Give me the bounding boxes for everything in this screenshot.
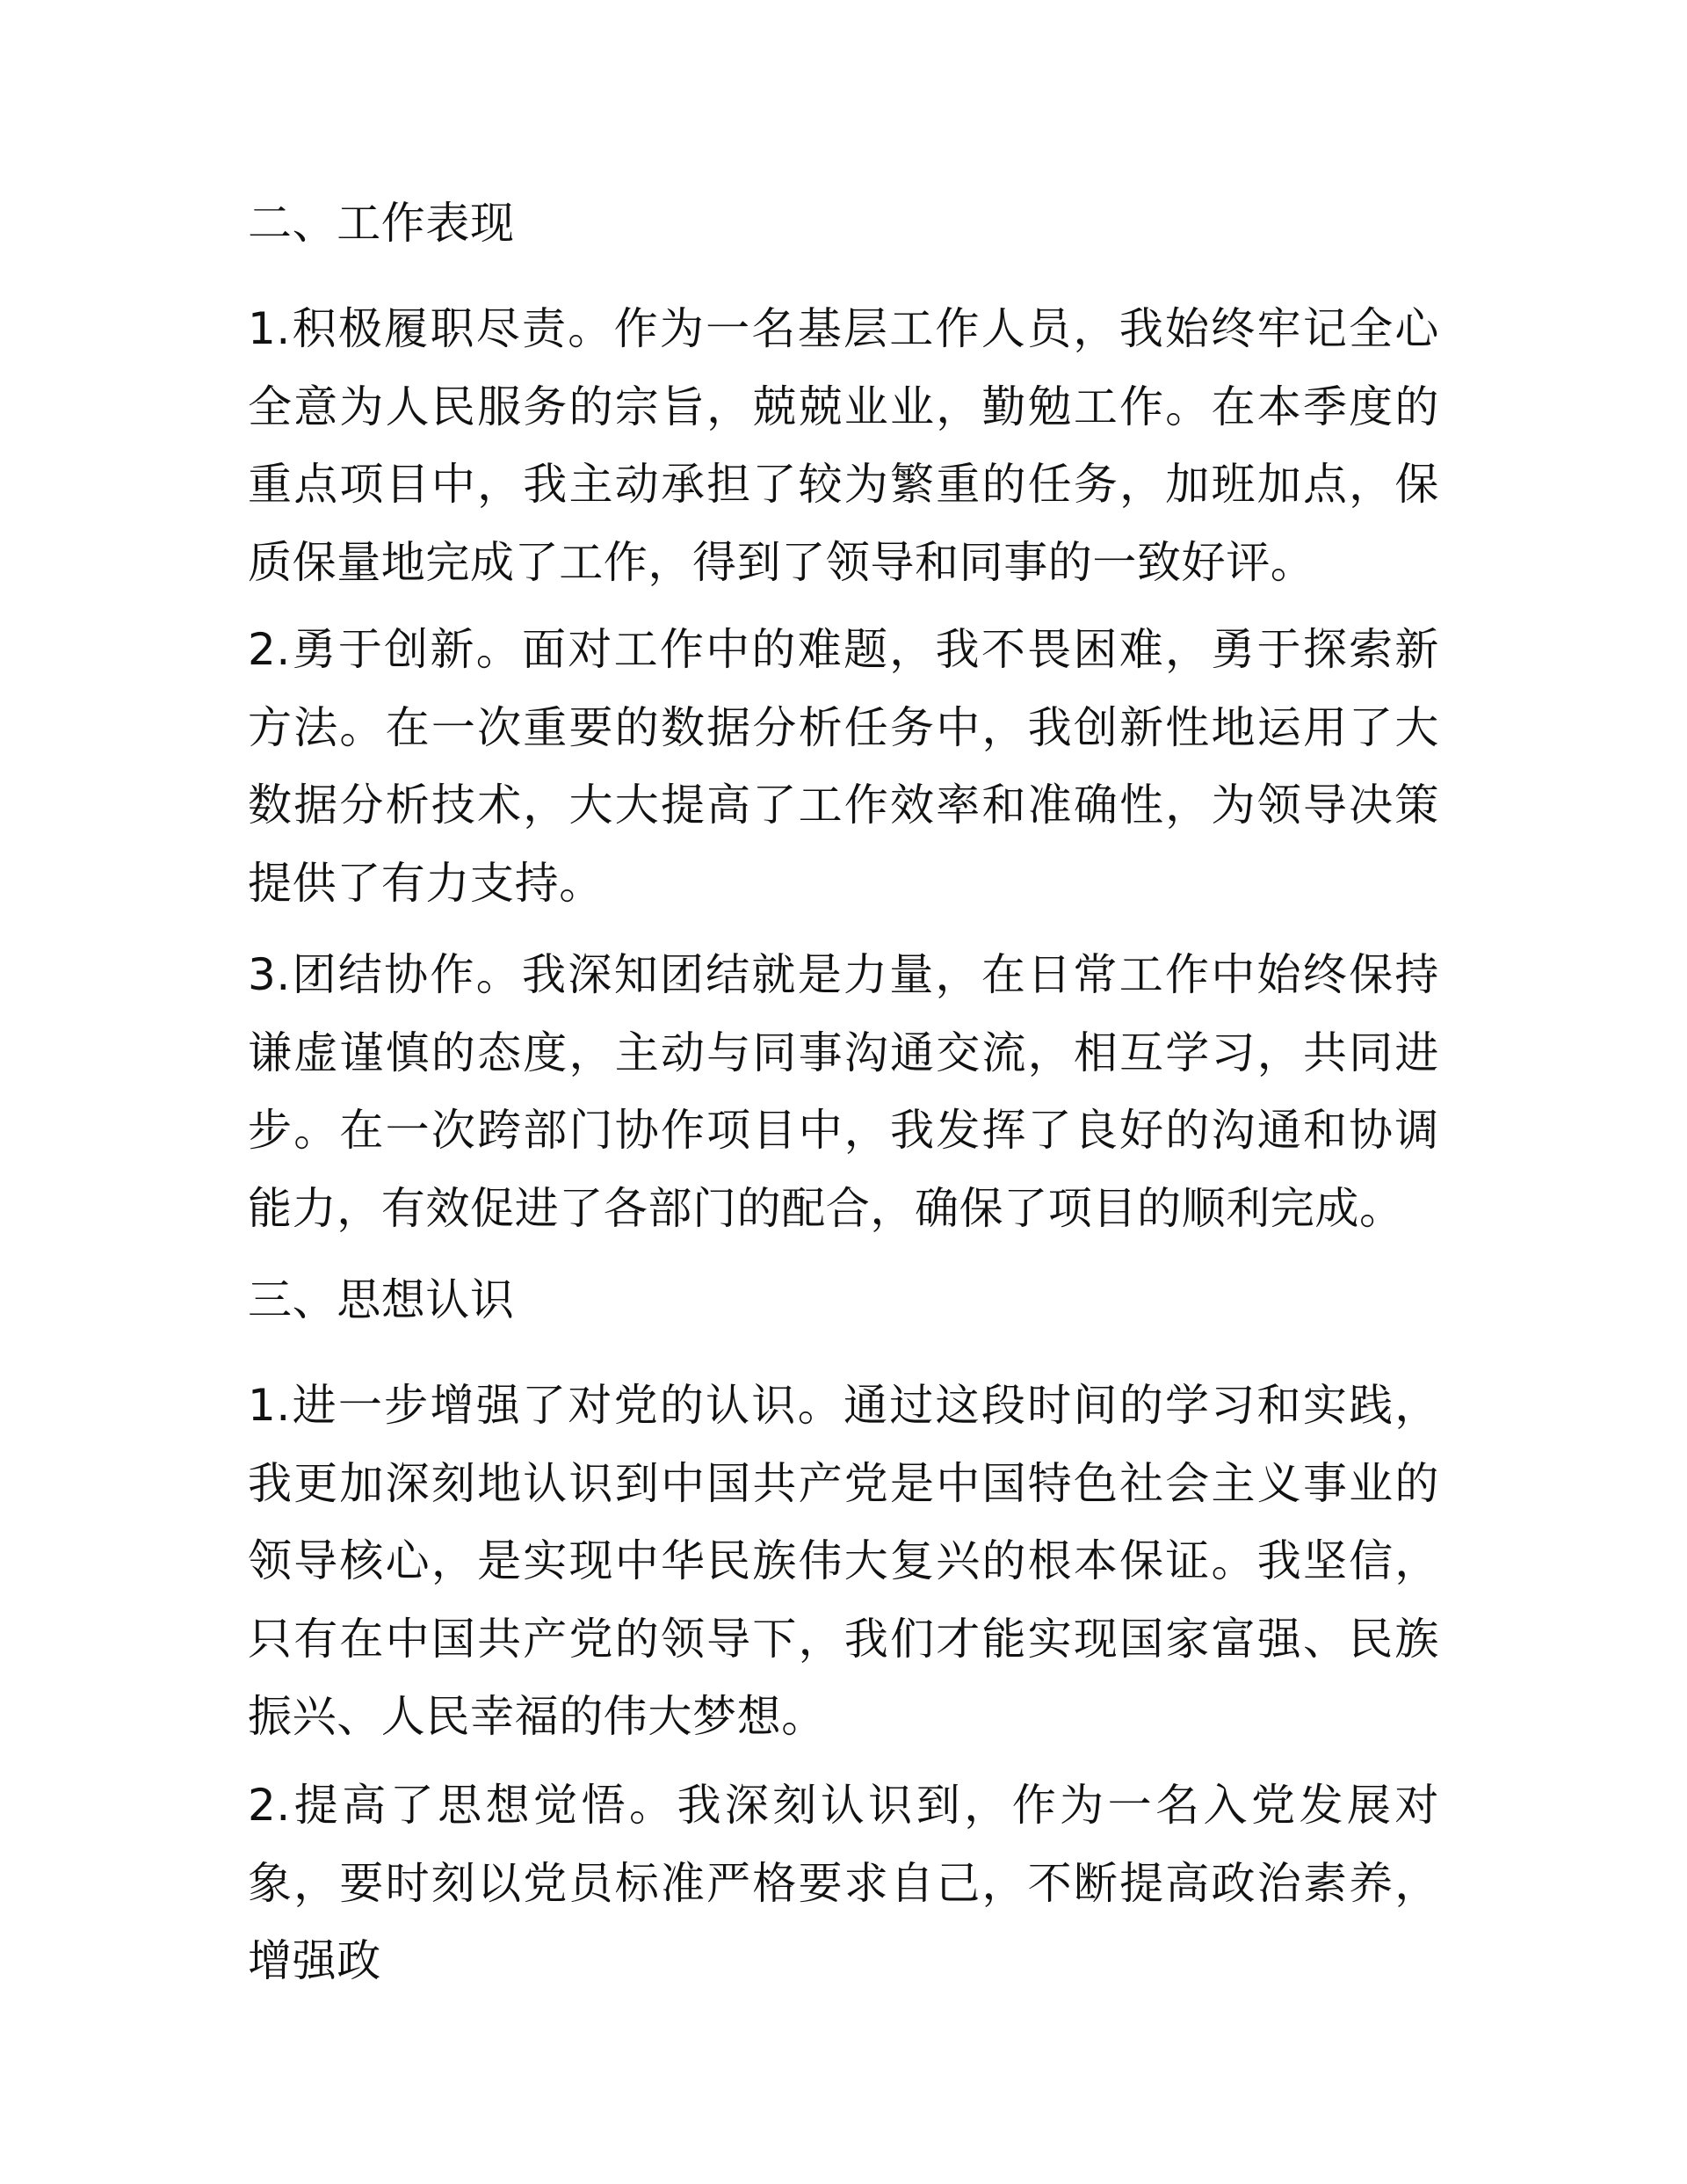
paragraph-duty: 1.积极履职尽责。作为一名基层工作人员，我始终牢记全心全意为人民服务的宗旨，兢兢业业，勤勉工作。在本季度的重点项目中，我主动承担了较为繁重的任务，加班加点，保质保量地完成了工作，得到了领导和同事的一致好评。: [248, 303, 1439, 588]
paragraph-innovation: 2.勇于创新。面对工作中的难题，我不畏困难，勇于探索新方法。在一次重要的数据分析任务中，我创新性地运用了大数据分析技术，大大提高了工作效率和准确性，为领导决策提供了有力支持。: [248, 624, 1439, 909]
document-page: [248, 0, 1439, 2184]
paragraph-party-understanding: 1.进一步增强了对党的认识。通过这段时间的学习和实践，我更加深刻地认识到中国共产党是中国特色社会主义事业的领导核心，是实现中华民族伟大复兴的根本保证。我坚信，只有在中国共产党的领导下，我们才能实现国家富强、民族振兴、人民幸福的伟大梦想。: [248, 1380, 1439, 1742]
paragraph-teamwork: 3.团结协作。我深知团结就是力量，在日常工作中始终保持谦虚谨慎的态度，主动与同事沟通交流，相互学习，共同进步。在一次跨部门协作项目中，我发挥了良好的沟通和协调能力，有效促进了各部门的配合，确保了项目的顺利完成。: [248, 949, 1439, 1234]
section-heading-ideological-understanding: 三、思想认识: [248, 1274, 515, 1325]
section-heading-work-performance: 二、工作表现: [248, 198, 515, 249]
paragraph-ideological-awareness: 2.提高了思想觉悟。我深刻认识到，作为一名入党发展对象，要时刻以党员标准严格要求自己，不断提高政治素养，增强政: [248, 1780, 1439, 1986]
